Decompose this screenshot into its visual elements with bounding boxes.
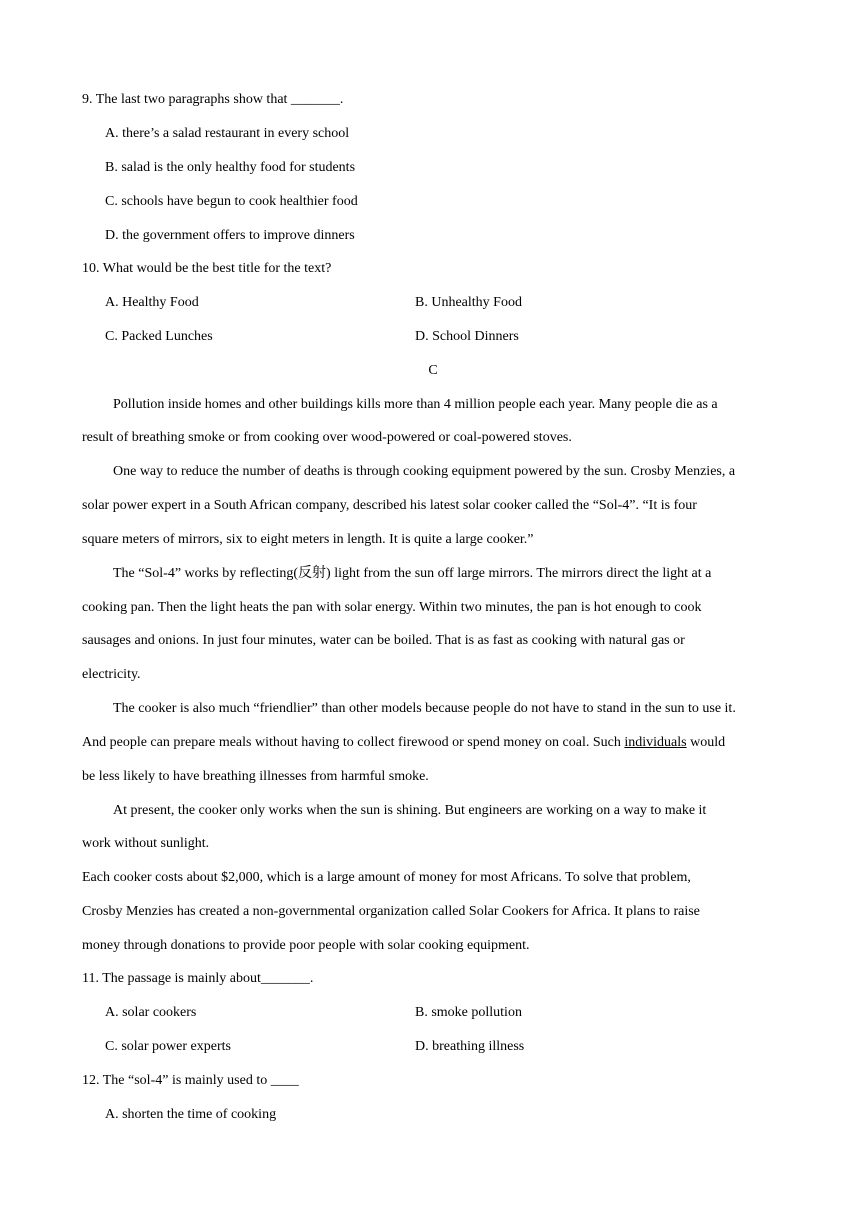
question-11-stem: 11. The passage is mainly about_______. (82, 971, 314, 986)
question-9-stem: 9. The last two paragraphs show that _______. (82, 92, 344, 107)
question-9-option-b: B. salad is the only healthy food for students (105, 160, 356, 175)
paragraph-3-line-4: electricity. (82, 667, 141, 682)
question-11-option-a: A. solar cookers (105, 1005, 197, 1020)
paragraph-1-line-2: result of breathing smoke or from cooking over wood-powered or coal-powered stoves. (82, 430, 572, 445)
question-9-option-c: C. schools have begun to cook healthier food (105, 194, 358, 209)
question-11-option-b: B. smoke pollution (415, 1005, 522, 1020)
question-11-option-c: C. solar power experts (105, 1039, 231, 1054)
question-11-option-d: D. breathing illness (415, 1039, 525, 1054)
paragraph-5-line-2: work without sunlight. (82, 836, 210, 851)
question-10-option-b: B. Unhealthy Food (415, 295, 522, 310)
paragraph-2-line-2: solar power expert in a South African company, described his latest solar cooker called the “Sol-4”. “It is four (82, 498, 697, 513)
question-10-option-d: D. School Dinners (415, 329, 519, 344)
question-10-stem: 10. What would be the best title for the text? (82, 261, 332, 276)
paragraph-6-line-2: Crosby Menzies has created a non-governmental organization called Solar Cookers for Africa. It plans to raise (82, 904, 700, 919)
paragraph-5-line-1: At present, the cooker only works when the sun is shining. But engineers are working on a way to make it (113, 803, 707, 818)
paragraph-6-line-3: money through donations to provide poor people with solar cooking equipment. (82, 938, 530, 953)
underlined-word: individuals (624, 735, 687, 750)
paragraph-4-text-before: And people can prepare meals without having to collect firewood or spend money on coal. Such (82, 735, 625, 750)
paragraph-4-line-1: The cooker is also much “friendlier” than other models because people do not have to stand in the sun to use it. (113, 701, 736, 716)
paragraph-4-line-3: be less likely to have breathing illnesses from harmful smoke. (82, 769, 429, 784)
paragraph-3-line-3: sausages and onions. In just four minutes, water can be boiled. That is as fast as cooking with natural gas or (82, 633, 685, 648)
paragraph-3-line-2: cooking pan. Then the light heats the pan with solar energy. Within two minutes, the pan is hot enough to cook (82, 600, 702, 615)
paragraph-6-line-1: Each cooker costs about $2,000, which is a large amount of money for most Africans. To solve that problem, (82, 870, 691, 885)
question-12-option-a: A. shorten the time of cooking (105, 1107, 277, 1122)
paragraph-2-line-1: One way to reduce the number of deaths is through cooking equipment powered by the sun. Crosby Menzies, a (113, 464, 736, 479)
paragraph-3-line-1: The “Sol-4” works by reflecting(反射) light from the sun off large mirrors. The mirrors direct the light at a (113, 566, 712, 581)
question-9-option-a: A. there’s a salad restaurant in every school (105, 126, 350, 141)
question-10-option-a: A. Healthy Food (105, 295, 199, 310)
paragraph-4-text-after: would (686, 735, 726, 750)
paragraph-4-line-2 (82, 733, 725, 753)
section-heading: C (428, 363, 438, 378)
question-9-option-d: D. the government offers to improve dinners (105, 228, 355, 243)
question-10-option-c: C. Packed Lunches (105, 329, 213, 344)
paragraph-2-line-3: square meters of mirrors, six to eight meters in length. It is quite a large cooker.” (82, 532, 534, 547)
paragraph-1-line-1: Pollution inside homes and other buildings kills more than 4 million people each year. Many people die as a (113, 397, 718, 412)
question-12-stem: 12. The “sol-4” is mainly used to ____ (82, 1073, 299, 1088)
